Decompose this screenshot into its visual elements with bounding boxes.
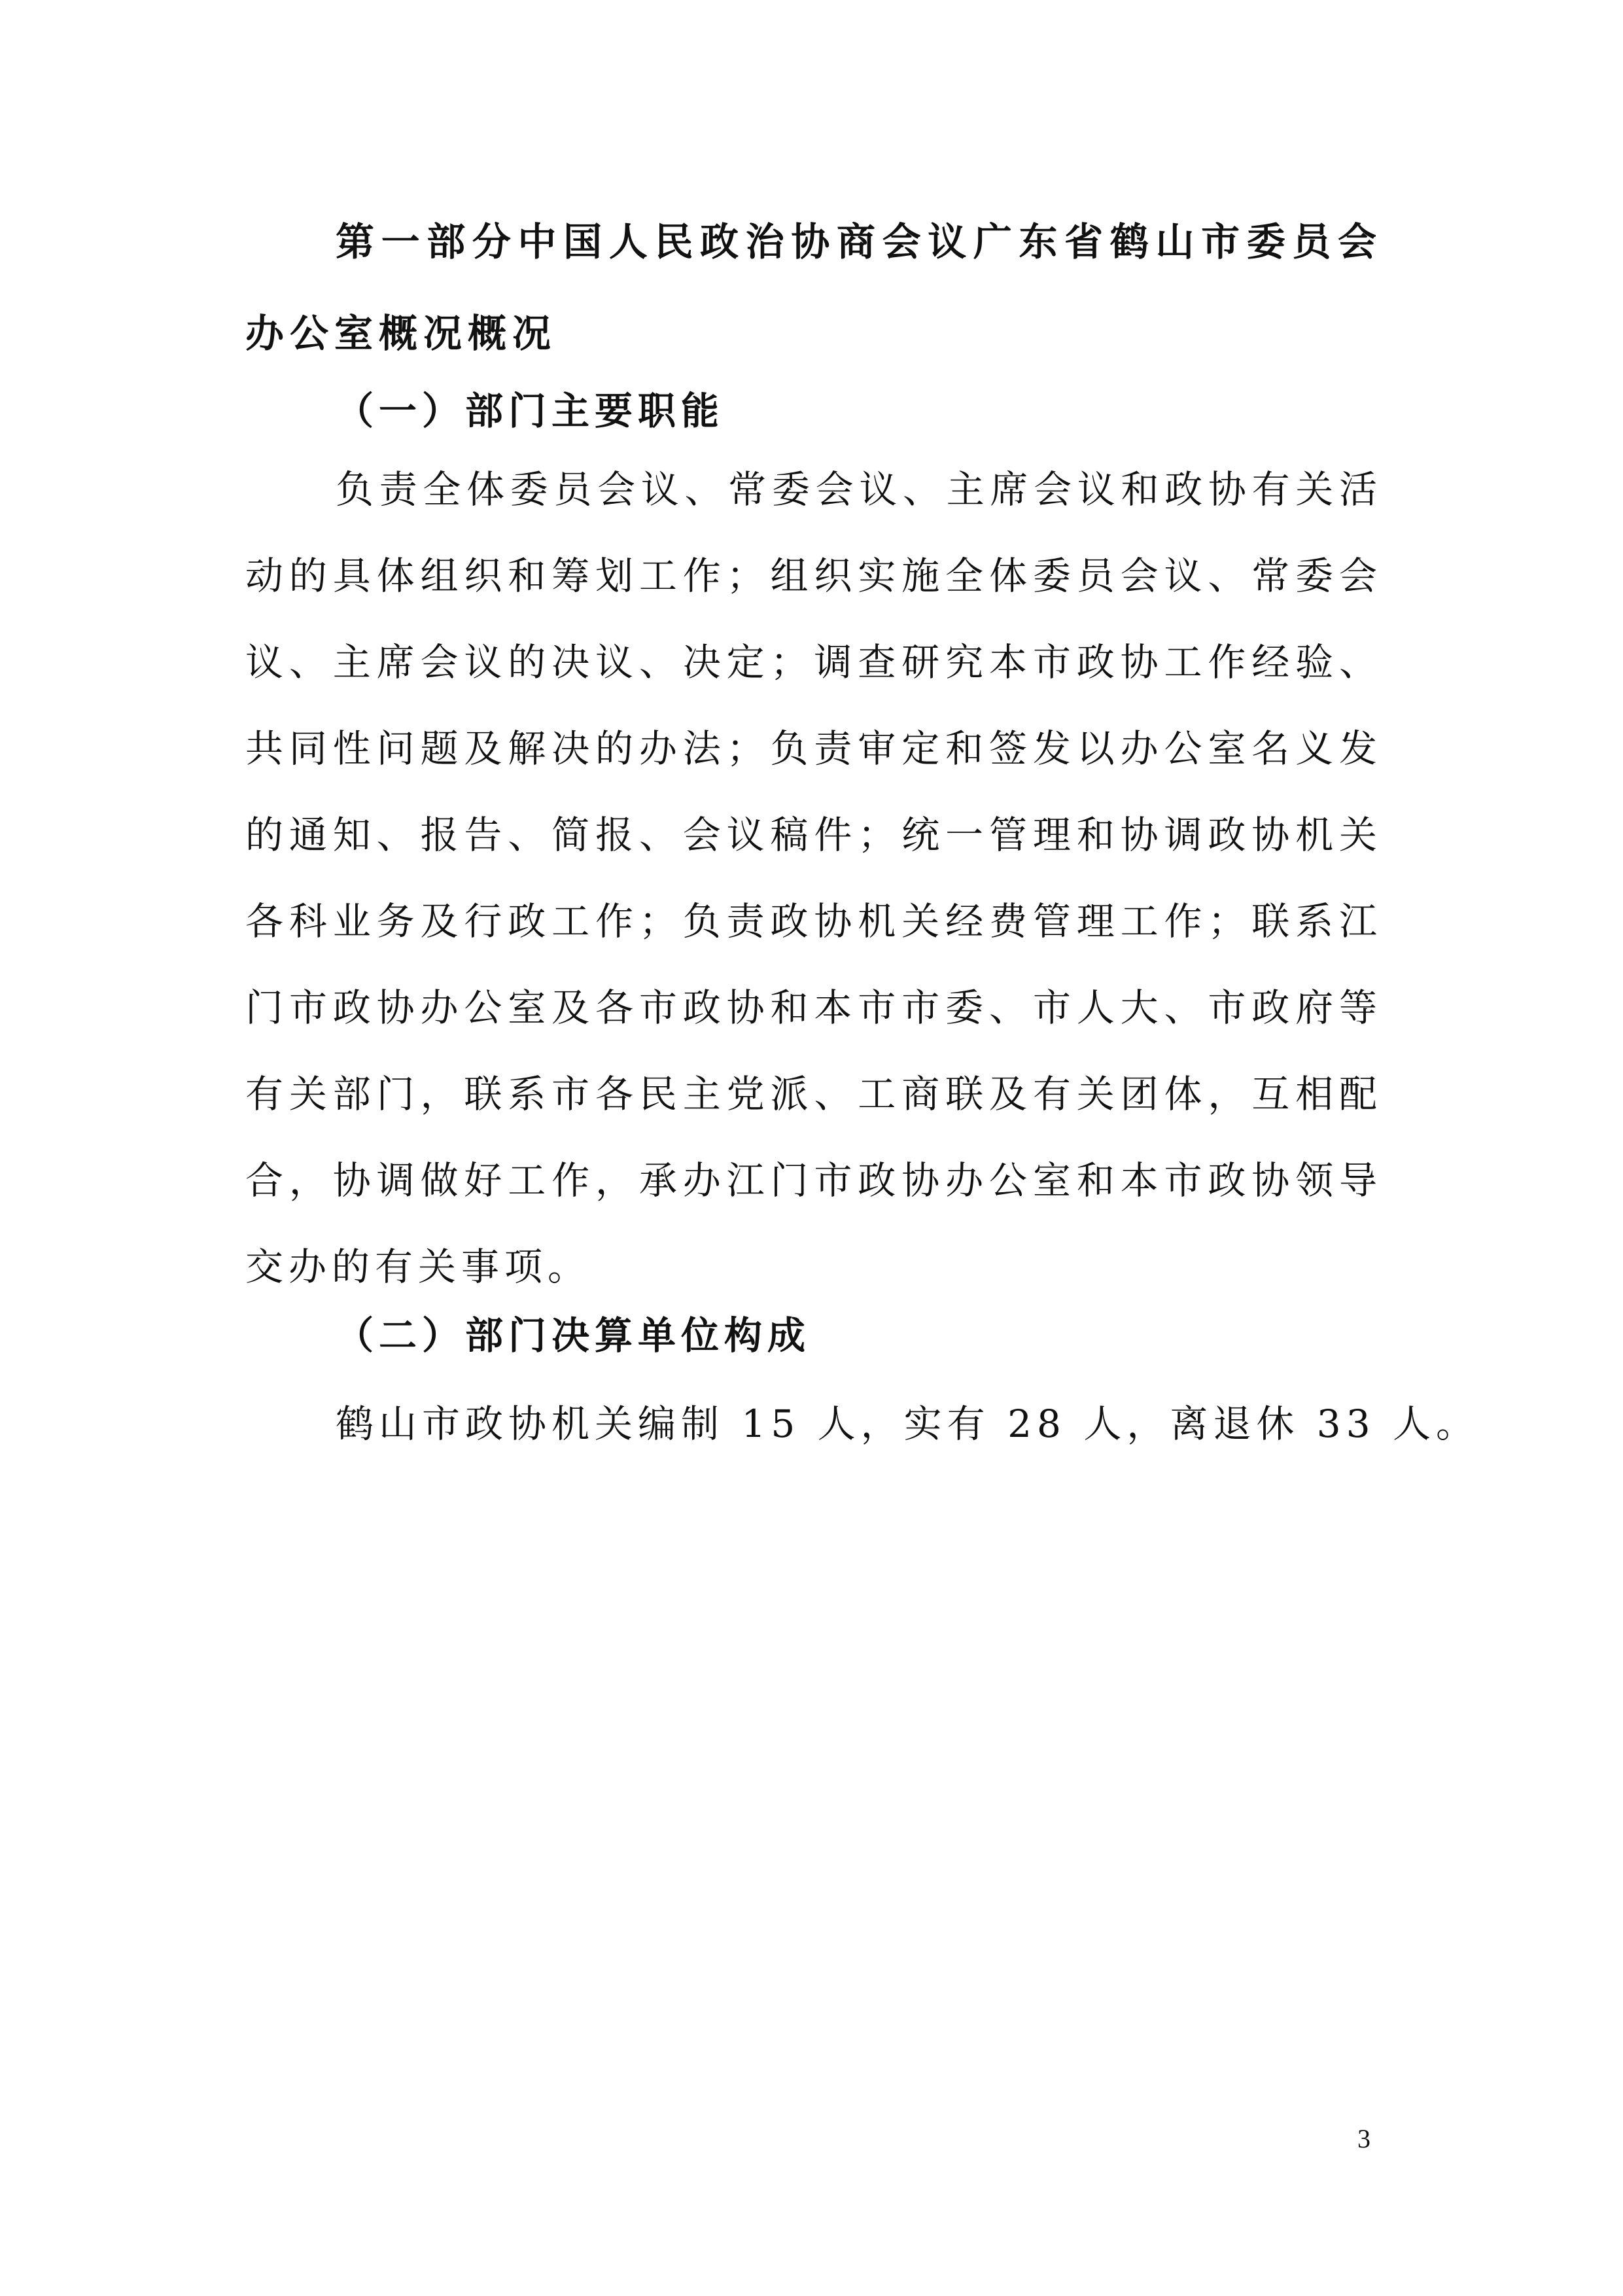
- page-title: 第一部分中国人民政治协商会议广东省鹤山市委员会办公室概况概况: [245, 219, 1382, 356]
- section-heading-unit-composition: （二）部门决算单位构成: [336, 1313, 811, 1358]
- page-number: 3: [1357, 2124, 1370, 2153]
- section-heading-main-functions: （一）部门主要职能: [336, 389, 725, 433]
- section-body-unit-composition: 鹤山市政协机关编制 15 人，实有 28 人，离退休 33 人。: [336, 1402, 1480, 1446]
- section-body-main-functions: 负责全体委员会议、常委会议、主席会议和政协有关活动的具体组织和筹划工作；组织实施全体委员会议、常委会议、主席会议的决议、决定；调查研究本市政协工作经验、共同性问题及解决的办法；负责审定和签发以办公室名义发的通知、报告、简报、会议稿件；统一管理和协调政协机关各科业务及行政工作；负责政协机关经费管理工作；联系江门市政协办公室及各市政协和本市市委、市人大、市政府等有关部门，联系市各民主党派、工商联及有关团体，互相配合，协调做好工作，承办江门市政协办公室和本市政协领导交办的有关事项。: [245, 467, 1382, 1289]
